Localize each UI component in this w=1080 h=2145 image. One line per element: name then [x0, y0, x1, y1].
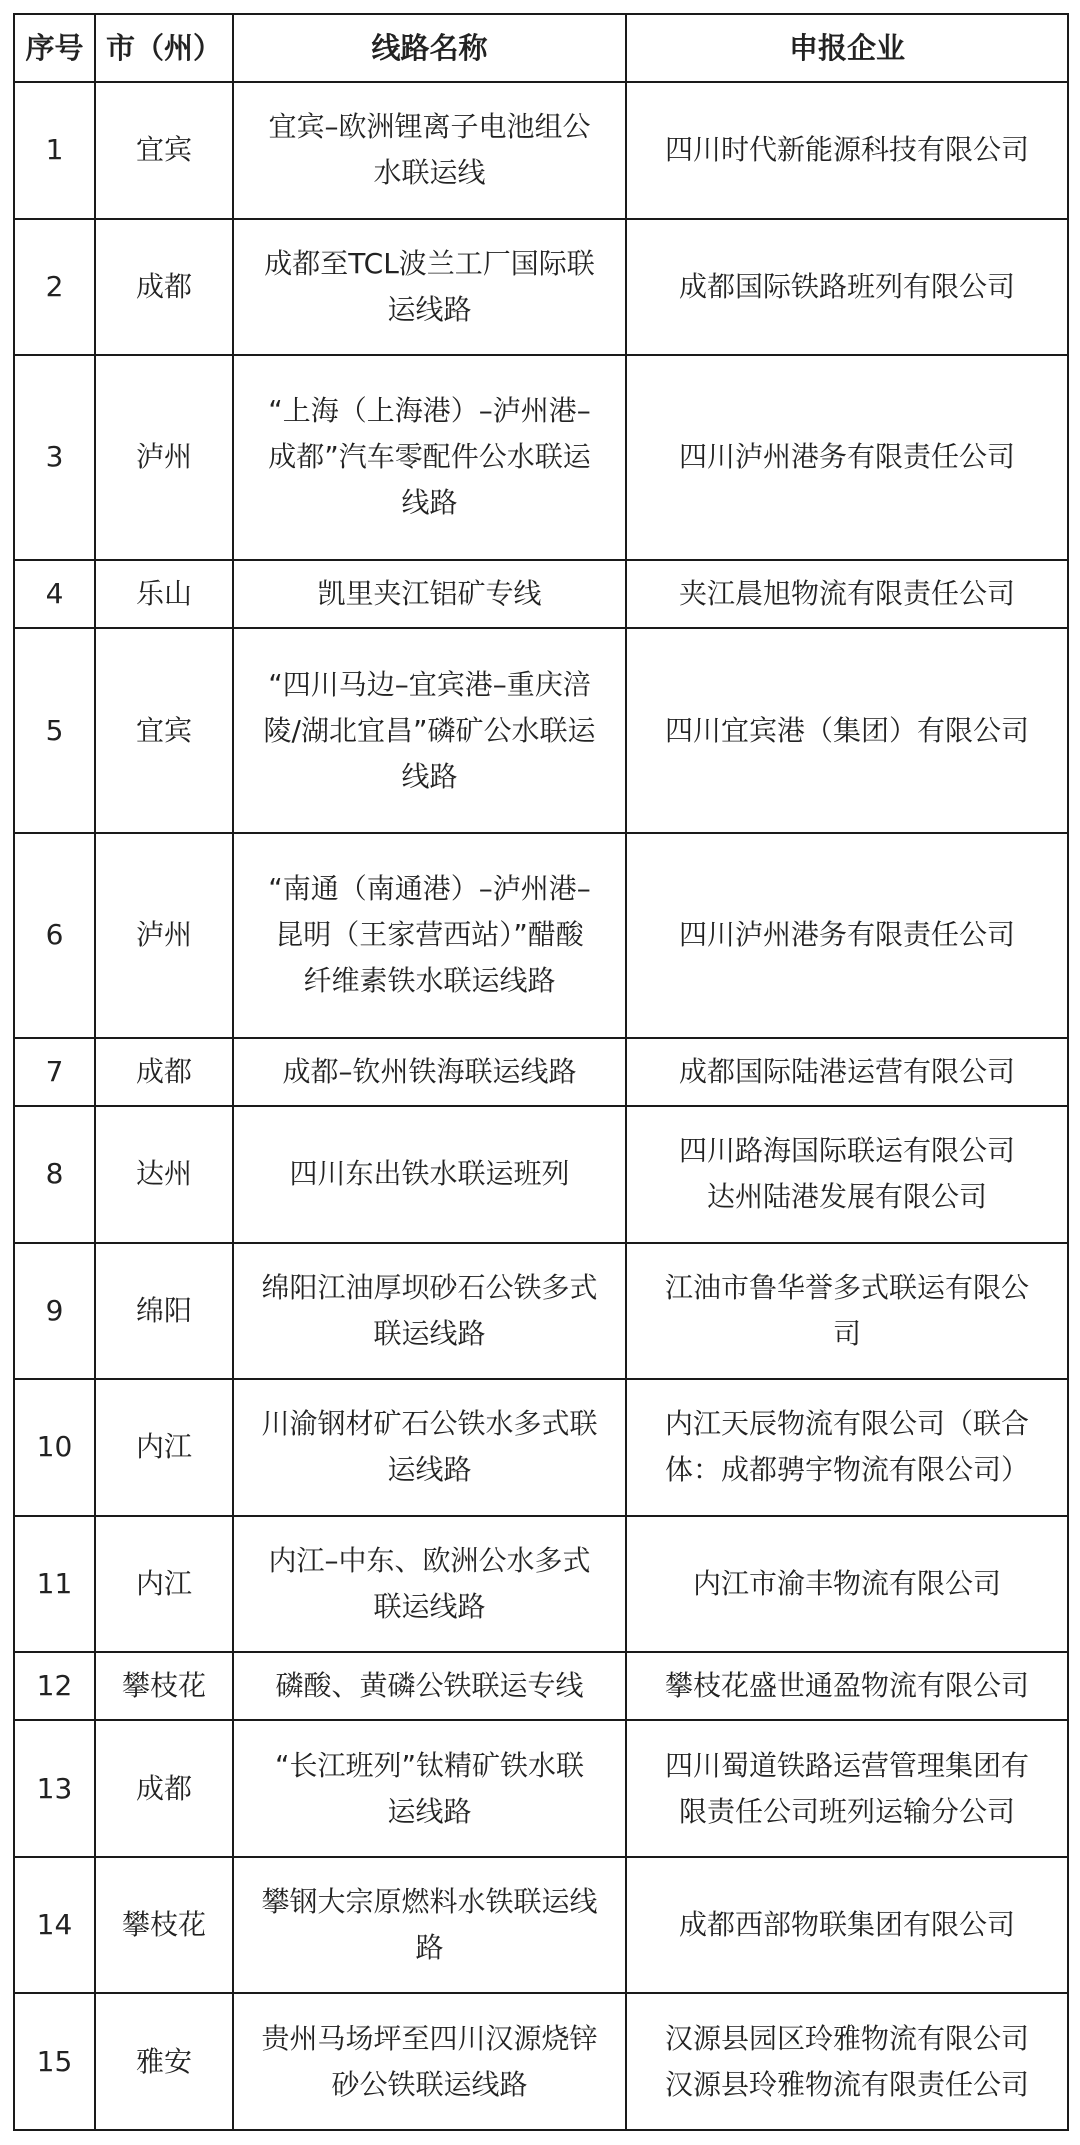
table-row: [14, 628, 1068, 833]
cell-city: 内江: [95, 1516, 233, 1653]
cell-city: 泸州: [95, 355, 233, 560]
cell-company: [626, 1106, 1068, 1243]
cell-city: 内江: [95, 1379, 233, 1516]
cell-company-line: 四川时代新能源科技有限公司: [664, 133, 1029, 167]
table-row: [14, 219, 1068, 356]
header-no: 序号: [14, 14, 95, 82]
table-row: [14, 355, 1068, 560]
cell-company-line: 四川蜀道铁路运营管理集团有: [664, 1748, 1029, 1782]
cell-company: [626, 355, 1068, 560]
cell-route-line: 纤维素铁水联运线路: [303, 964, 556, 998]
cell-route: [233, 1106, 626, 1243]
cell-company-line: 夹江晨旭物流有限责任公司: [678, 576, 1015, 610]
cell-no: 5: [14, 628, 95, 833]
cell-company-line: 攀枝花盛世通盈物流有限公司: [664, 1669, 1029, 1703]
table-row: [14, 560, 1068, 628]
header-route: 线路名称: [233, 14, 626, 82]
cell-company-line: 达州陆港发展有限公司: [706, 1180, 987, 1214]
cell-company: [626, 560, 1068, 628]
cell-city: 绵阳: [95, 1243, 233, 1380]
cell-company-line: 内江天辰物流有限公司（联合: [664, 1407, 1029, 1441]
cell-company: [626, 1652, 1068, 1720]
cell-route-line: “南通（南通港）–泸州港–: [268, 872, 591, 906]
cell-company-line: 司: [832, 1316, 861, 1350]
cell-company-line: 成都国际陆港运营有限公司: [678, 1054, 1015, 1088]
cell-city: 雅安: [95, 1993, 233, 2130]
cell-city: 泸州: [95, 833, 233, 1038]
route-table: [13, 13, 1069, 2131]
cell-route: [233, 1243, 626, 1380]
cell-no: 9: [14, 1243, 95, 1380]
cell-route-line: 运线路: [387, 1453, 472, 1487]
table-row: [14, 1038, 1068, 1106]
cell-company: [626, 833, 1068, 1038]
cell-company-line: 成都国际铁路班列有限公司: [678, 269, 1015, 303]
cell-route: [233, 219, 626, 356]
cell-no: 7: [14, 1038, 95, 1106]
cell-route-line: 线路: [401, 759, 458, 793]
cell-no: 4: [14, 560, 95, 628]
cell-route-line: 成都至TCL波兰工厂国际联: [264, 246, 595, 280]
cell-no: 3: [14, 355, 95, 560]
cell-city: 宜宾: [95, 82, 233, 219]
cell-city: 达州: [95, 1106, 233, 1243]
header-company: 申报企业: [626, 14, 1068, 82]
cell-no: 11: [14, 1516, 95, 1653]
cell-city: 乐山: [95, 560, 233, 628]
cell-company: [626, 1720, 1068, 1857]
cell-company: [626, 1857, 1068, 1994]
cell-route-line: 路: [415, 1931, 444, 1965]
cell-route-line: “长江班列”钛精矿铁水联: [274, 1748, 584, 1782]
header-city: 市（州）: [95, 14, 233, 82]
cell-company: [626, 628, 1068, 833]
cell-route-line: “四川马边–宜宾港–重庆涪: [268, 667, 591, 701]
cell-city: 成都: [95, 219, 233, 356]
table-row: [14, 1993, 1068, 2130]
cell-route: [233, 833, 626, 1038]
cell-route-line: 内江–中东、欧洲公水多式: [268, 1543, 591, 1577]
cell-route-line: 川渝钢材矿石公铁水多式联: [261, 1407, 598, 1441]
cell-company: [626, 1516, 1068, 1653]
cell-company: [626, 82, 1068, 219]
cell-company-line: 四川泸州港务有限责任公司: [678, 918, 1015, 952]
cell-route-line: 陵/湖北宜昌”磷矿公水联运: [263, 713, 596, 747]
cell-company-line: 江油市鲁华誉多式联运有限公: [664, 1270, 1029, 1304]
table-row: [14, 82, 1068, 219]
cell-route-line: 成都”汽车零配件公水联运: [268, 440, 591, 474]
cell-route: [233, 355, 626, 560]
cell-no: 10: [14, 1379, 95, 1516]
cell-company: [626, 1379, 1068, 1516]
table-row: [14, 1243, 1068, 1380]
cell-company-line: 汉源县园区玲雅物流有限公司: [664, 2021, 1029, 2055]
cell-route: [233, 1038, 626, 1106]
cell-company-line: 四川宜宾港（集团）有限公司: [664, 713, 1029, 747]
cell-route-line: 成都–钦州铁海联运线路: [282, 1054, 577, 1088]
cell-city: 攀枝花: [95, 1857, 233, 1994]
cell-no: 1: [14, 82, 95, 219]
cell-company: [626, 1993, 1068, 2130]
cell-no: 15: [14, 1993, 95, 2130]
table-row: [14, 1379, 1068, 1516]
cell-route-line: 凯里夹江铝矿专线: [317, 576, 542, 610]
cell-company: [626, 219, 1068, 356]
cell-route-line: 绵阳江油厚坝砂石公铁多式: [261, 1270, 598, 1304]
cell-company-line: 四川泸州港务有限责任公司: [678, 440, 1015, 474]
cell-route: [233, 1516, 626, 1653]
cell-company-line: 成都西部物联集团有限公司: [678, 1908, 1015, 1942]
cell-route-line: 运线路: [387, 292, 472, 326]
cell-route: [233, 1857, 626, 1994]
cell-company: [626, 1243, 1068, 1380]
cell-no: 8: [14, 1106, 95, 1243]
cell-route-line: 联运线路: [373, 1316, 486, 1350]
table-row: [14, 833, 1068, 1038]
cell-route-line: 四川东出铁水联运班列: [289, 1157, 570, 1191]
cell-city: 成都: [95, 1720, 233, 1857]
cell-company-line: 体：成都骋宇物流有限公司）: [664, 1453, 1029, 1487]
cell-route: [233, 560, 626, 628]
cell-city: 宜宾: [95, 628, 233, 833]
cell-route-line: 昆明（王家营西站）”醋酸: [275, 918, 584, 952]
cell-route-line: 宜宾–欧洲锂离子电池组公: [268, 110, 591, 144]
cell-route: [233, 1652, 626, 1720]
cell-company-line: 四川路海国际联运有限公司: [678, 1134, 1015, 1168]
cell-route-line: 联运线路: [373, 1589, 486, 1623]
table-row: [14, 1516, 1068, 1653]
cell-company: [626, 1038, 1068, 1106]
cell-route: [233, 82, 626, 219]
cell-company-line: 内江市渝丰物流有限公司: [692, 1566, 1001, 1600]
cell-route: [233, 1993, 626, 2130]
cell-route-line: 线路: [401, 486, 458, 520]
table-row: [14, 1106, 1068, 1243]
header-row: [14, 14, 1068, 82]
table-row: [14, 1720, 1068, 1857]
cell-route: [233, 1720, 626, 1857]
cell-route-line: 砂公铁联运线路: [331, 2067, 528, 2101]
cell-route-line: 攀钢大宗原燃料水铁联运线: [261, 1885, 598, 1919]
cell-route-line: 磷酸、黄磷公铁联运专线: [275, 1669, 584, 1703]
cell-no: 13: [14, 1720, 95, 1857]
cell-route-line: 贵州马场坪至四川汉源烧锌: [261, 2021, 598, 2055]
cell-no: 6: [14, 833, 95, 1038]
cell-route: [233, 628, 626, 833]
cell-no: 2: [14, 219, 95, 356]
cell-no: 12: [14, 1652, 95, 1720]
cell-route-line: “上海（上海港）–泸州港–: [268, 394, 591, 428]
cell-company-line: 限责任公司班列运输分公司: [678, 1794, 1015, 1828]
table-row: [14, 1652, 1068, 1720]
cell-company-line: 汉源县玲雅物流有限责任公司: [664, 2067, 1029, 2101]
cell-route-line: 运线路: [387, 1794, 472, 1828]
cell-route-line: 水联运线: [373, 156, 486, 190]
cell-city: 攀枝花: [95, 1652, 233, 1720]
cell-city: 成都: [95, 1038, 233, 1106]
table-body: [14, 82, 1068, 2130]
cell-no: 14: [14, 1857, 95, 1994]
table-row: [14, 1857, 1068, 1994]
cell-route: [233, 1379, 626, 1516]
